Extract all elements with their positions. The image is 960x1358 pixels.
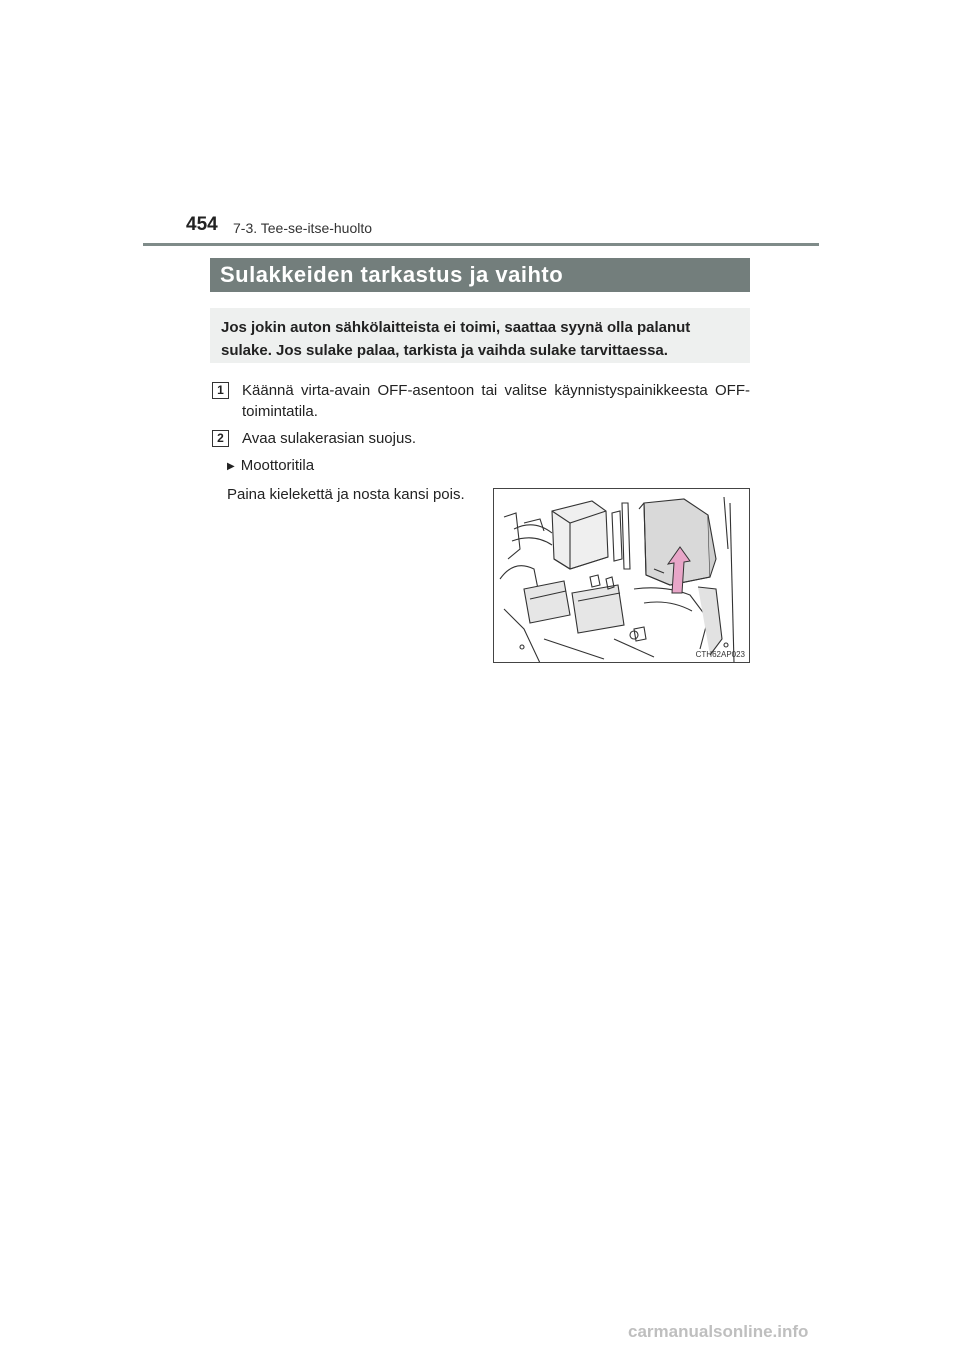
intro-box — [210, 308, 750, 363]
figure-code: CTH62AP023 — [695, 650, 745, 659]
step-2-text: Avaa sulakerasian suojus. — [242, 430, 416, 447]
section-title-bar — [210, 258, 750, 292]
engine-compartment-illustration — [494, 489, 750, 663]
subsection-label: Moottoritila — [240, 457, 315, 474]
page-number: 454 — [186, 214, 218, 235]
triangle-bullet-icon: ▶ — [227, 461, 235, 472]
intro-text: Jos jokin auton sähkölaitteista ei toimi, saattaa syynä olla palanut sulake. Jos sulake palaa, tarkista ja vaihda sulake tarvittaessa. — [221, 319, 691, 359]
step-1-text: Käännä virta-avain OFF-asentoon tai valitse käynnistyspainikkeesta OFF-toimintatila. — [242, 382, 750, 420]
instruction-text: Paina kielekettä ja nosta kansi pois. — [227, 486, 465, 503]
engine-fuse-box-figure — [493, 488, 750, 663]
header-rule — [143, 243, 819, 246]
chapter-title: 7-3. Tee-se-itse-huolto — [233, 220, 373, 236]
step-1-number: 1 — [212, 382, 229, 399]
section-title: Sulakkeiden tarkastus ja vaihto — [220, 262, 564, 287]
watermark: carmanualsonline.info — [628, 1322, 809, 1341]
step-2-number: 2 — [212, 430, 229, 447]
subsection-heading — [227, 457, 314, 474]
